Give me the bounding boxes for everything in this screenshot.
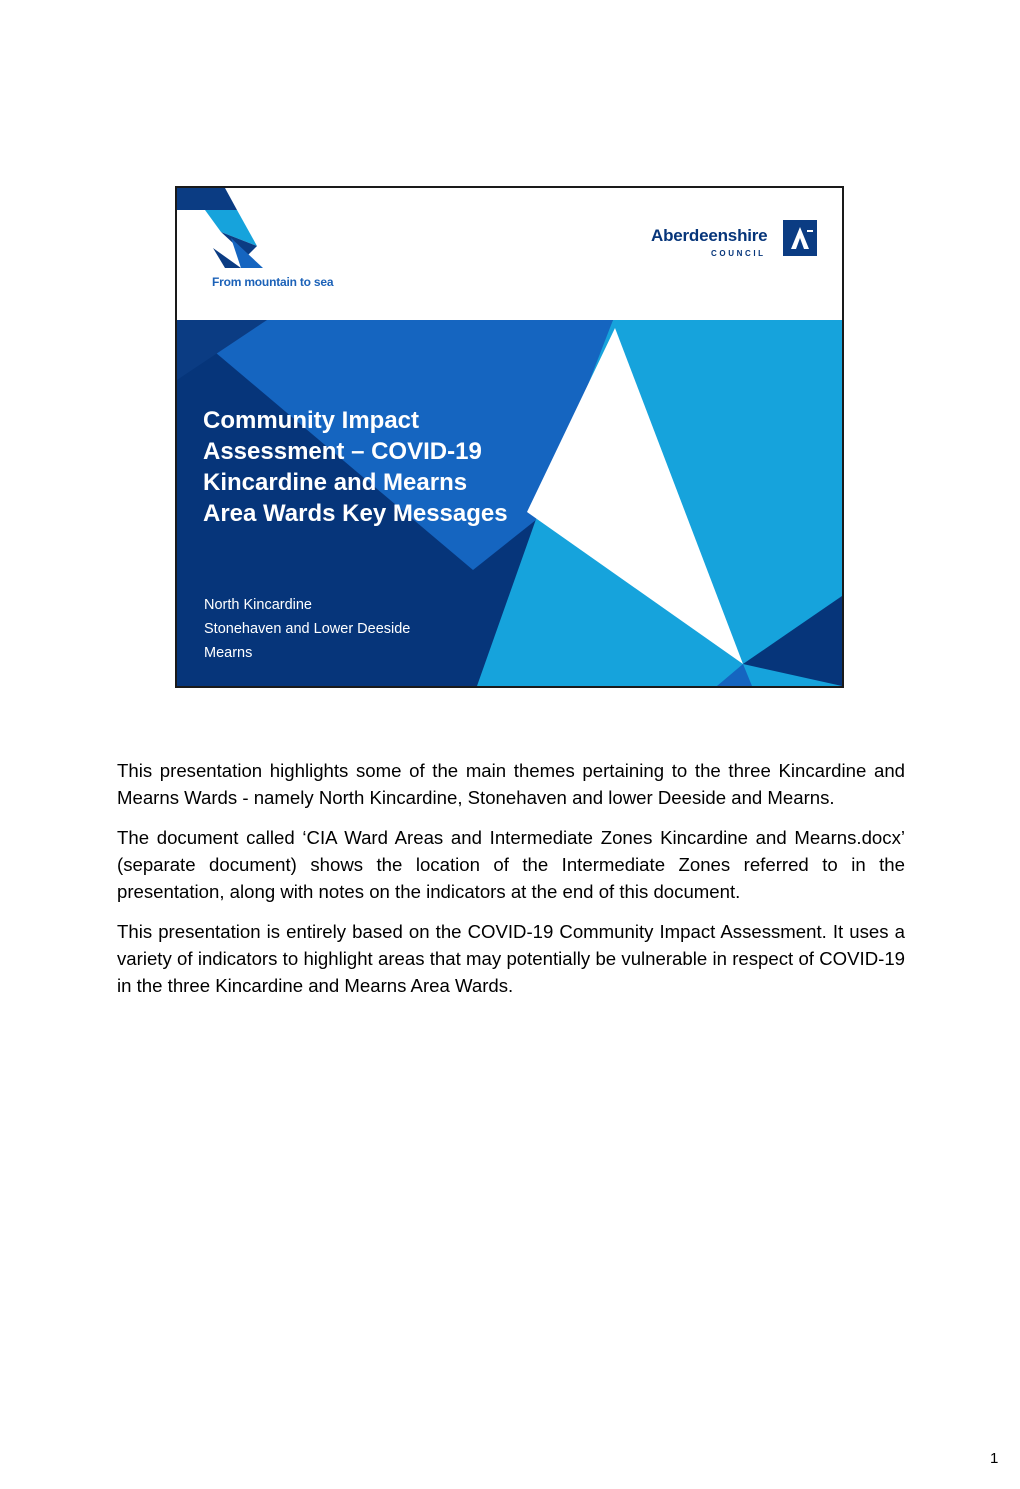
ward-item: North Kincardine: [204, 597, 312, 613]
title-line: Area Wards Key Messages: [203, 500, 508, 527]
council-logo: [649, 220, 819, 260]
paragraph: This presentation is entirely based on the COVID-19 Community Impact Assessment. It uses a variety of indicators to highlight areas that may potentially be vulnerable in respect of COVID-19 in the three Kincardine and Mearns Area Wards.: [117, 921, 905, 996]
slide-body: [177, 320, 842, 686]
page-number: 1: [990, 1450, 999, 1467]
paragraph: This presentation highlights some of the main themes pertaining to the three Kincardine and Mearns Wards - namely North Kincardine, Stonehaven and lower Deeside and Mearns.: [117, 760, 905, 808]
council-subtitle: COUNCIL: [711, 249, 766, 258]
council-emblem-icon: [783, 220, 817, 256]
title-slide: [175, 186, 844, 688]
council-name: Aberdeenshire: [651, 226, 768, 245]
title-line: Community Impact: [203, 407, 420, 434]
ward-item: Stonehaven and Lower Deeside: [204, 621, 411, 637]
ward-list: [204, 593, 410, 665]
title-line: Kincardine and Mearns: [203, 469, 468, 496]
slide-title: [203, 405, 623, 529]
tagline: From mountain to sea: [212, 275, 334, 289]
paragraph: The document called ‘CIA Ward Areas and Intermediate Zones Kincardine and Mearns.docx’ (separate document) shows the location of the Intermediate Zones referred to in the presentation, along with notes on the indicators at the end of this document.: [117, 827, 905, 902]
document-text: [117, 757, 905, 1012]
title-line: Assessment – COVID-19: [203, 438, 482, 465]
slide-header: [177, 188, 842, 320]
ward-item: Mearns: [204, 645, 253, 661]
